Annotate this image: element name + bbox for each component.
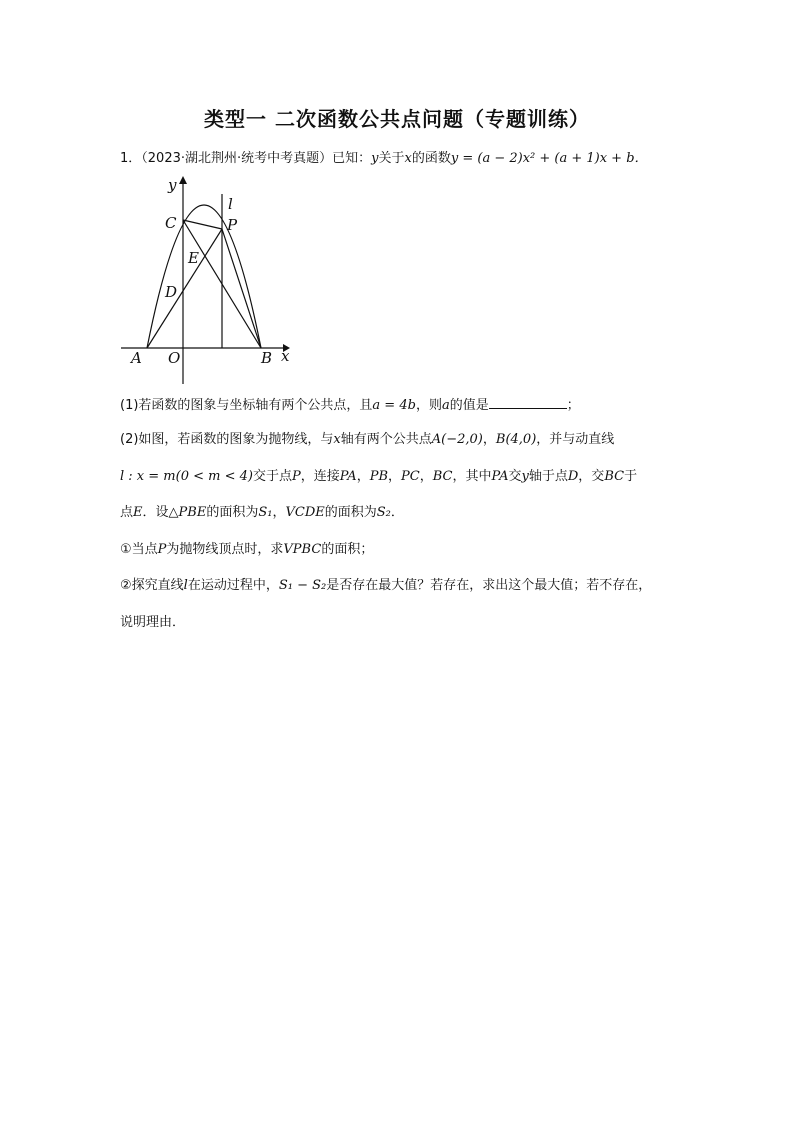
part2-var: PB [369, 469, 389, 484]
segment-pc [183, 220, 222, 229]
sub1-text: 为抛物线顶点时，求 [166, 542, 284, 557]
part2-text: ， [356, 469, 370, 484]
point-a: A(−2,0) [431, 432, 483, 447]
part2-text: ．设 [142, 505, 169, 520]
label-y: y [168, 176, 177, 194]
segment-pa [147, 229, 222, 348]
label-d: D [165, 283, 178, 301]
part-2-line-1 [120, 430, 614, 450]
part-1 [120, 394, 580, 416]
part2-text: 轴有两个公共点 [340, 432, 432, 447]
part2-text: 交于点 [252, 469, 292, 484]
function-formula: y = (a − 2)x² + (a + 1)x + b． [450, 151, 648, 166]
part2-var: BC [432, 469, 453, 484]
page-title: 类型一 二次函数公共点问题（专题训练） [204, 107, 590, 131]
sub-question-2-cont [120, 613, 185, 633]
part2-var: PC [401, 469, 420, 484]
part2-text: ，交 [578, 469, 605, 484]
part2-text: ， [388, 469, 402, 484]
part2-text: ， [419, 469, 433, 484]
segment-pb [222, 229, 261, 348]
part2-text: 的面积为 [324, 505, 377, 520]
label-l: l [228, 195, 233, 213]
stem-var-x: x [404, 151, 412, 166]
stem-var-y: y [371, 151, 379, 166]
part2-text: 交 [508, 469, 522, 484]
part2-var: PA [491, 469, 509, 484]
part2-var: E [133, 505, 143, 520]
sub2-var: l [183, 578, 188, 593]
label-a: A [131, 349, 142, 367]
label-b: B [261, 349, 273, 367]
sub2-text: ②探究直线 [120, 578, 184, 593]
part2-var: x [333, 432, 341, 447]
part2-var: PA [339, 469, 357, 484]
part2-text: 的面积为 [206, 505, 259, 520]
part2-text: ， [272, 505, 286, 520]
sub1-var: P [157, 542, 167, 557]
label-e: E [188, 249, 199, 267]
part-2-line-2 [120, 467, 637, 487]
triangle-pbc: VPBC [283, 542, 322, 557]
part2-text: ． [390, 505, 404, 520]
part2-text: 轴于点 [528, 469, 568, 484]
sub2-text: 说明理由． [120, 615, 186, 630]
part2-text: 于 [624, 469, 638, 484]
question-1-stem [120, 149, 648, 169]
point-b: B(4,0) [495, 432, 537, 447]
part1-text: ，则 [415, 398, 442, 413]
part1-text: (1)若函数的图象与坐标轴有两个公共点，且 [120, 398, 373, 413]
sub1-text: ①当点 [120, 542, 158, 557]
area-difference: S₁ − S₂ [278, 578, 327, 593]
question-source: （2023·湖北荆州·统考中考真题）已知： [141, 151, 372, 166]
parabola-figure [118, 172, 298, 387]
question-number: 1． [120, 151, 142, 166]
label-c: C [165, 214, 177, 232]
label-p: P [227, 216, 238, 234]
part2-text: ， [482, 432, 496, 447]
sub2-text: 在运动过程中， [187, 578, 279, 593]
triangle-cde: VCDE [285, 505, 325, 520]
sub-question-2 [120, 576, 651, 596]
answer-blank[interactable] [489, 394, 567, 409]
stem-text: 关于 [378, 151, 405, 166]
part1-var-a: a [441, 398, 450, 413]
part2-var: P [291, 469, 301, 484]
part2-text: ，并与动直线 [536, 432, 615, 447]
triangle-pbe: △PBE [168, 505, 207, 520]
part2-text: ，其中 [452, 469, 492, 484]
y-axis-arrow [179, 176, 187, 184]
part2-var: D [567, 469, 579, 484]
label-x: x [281, 347, 290, 365]
part1-text: 的值是 [449, 398, 489, 413]
sub2-text: 是否存在最大值？若存在，求出这个最大值；若不存在， [326, 578, 652, 593]
part2-text: 点 [120, 505, 134, 520]
area-s1: S₁ [258, 505, 273, 520]
label-o: O [168, 349, 181, 367]
part1-text: ； [566, 398, 580, 413]
part-2-line-3 [120, 503, 404, 523]
part1-condition: a = 4b [372, 398, 416, 413]
area-s2: S₂ [376, 505, 391, 520]
sub1-text: 的面积； [321, 542, 374, 557]
line-l-def: l : x = m(0 < m < 4) [120, 469, 253, 484]
sub-question-1 [120, 540, 373, 560]
part2-text: (2)如图，若函数的图象为抛物线，与 [120, 432, 334, 447]
part2-var: BC [604, 469, 625, 484]
part2-var: y [521, 469, 529, 484]
stem-text: 的函数 [411, 151, 451, 166]
part2-text: ，连接 [300, 469, 340, 484]
